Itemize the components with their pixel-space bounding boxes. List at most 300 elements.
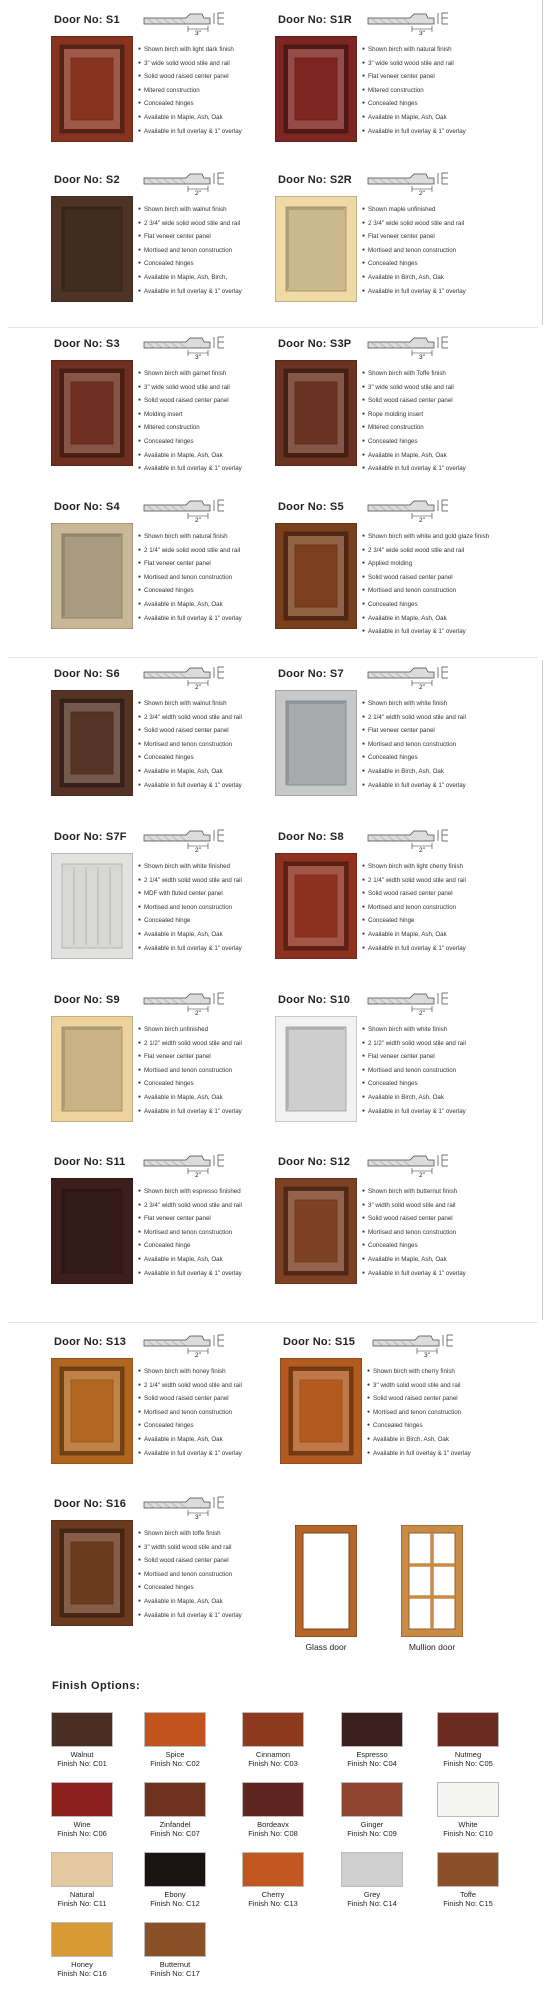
finish-code: Finish No: C06 [57, 1829, 107, 1838]
feature-item: ● Concealed hinges [362, 97, 528, 111]
feature-list [367, 1365, 533, 1460]
finish-swatch-bordeavx [241, 1782, 305, 1838]
feature-item: ● Solid wood raised center panel [138, 1554, 304, 1568]
finish-code: Finish No: C04 [347, 1759, 397, 1768]
glass-pane [303, 1533, 349, 1629]
dimension-label: 2" [195, 847, 201, 853]
feature-item: ● Shown birch with white finish [362, 1023, 528, 1037]
feature-item: ● Shown birch with white and gold glaze finish [362, 530, 528, 544]
finish-code: Finish No: C12 [150, 1899, 200, 1908]
feature-item: ● Concealed hinges [138, 584, 304, 598]
feature-item: ● Mortised and tenon construction [138, 244, 304, 258]
feature-item: ● 2 3/4" wide solid wood stile and rail [362, 544, 528, 558]
rail-profile-diagram [140, 497, 232, 523]
profile-section-shape [368, 668, 434, 678]
feature-item: ● Concealed hinges [138, 1419, 304, 1433]
profile-edge-detail [214, 1335, 224, 1346]
finish-code: Finish No: C09 [347, 1829, 397, 1838]
feature-item: ● Available in Maple, Ash, Oak [362, 449, 528, 463]
door-type-label: Mullion door [408, 1642, 456, 1652]
profile-edge-detail [438, 13, 448, 24]
finish-swatch-zinfandel [143, 1782, 207, 1838]
feature-item: ● Mortised and tenon construction [362, 738, 528, 752]
raised-center-panel [295, 58, 337, 120]
profile-section-shape [144, 338, 210, 348]
feature-item: ● Mortised and tenon construction [138, 901, 304, 915]
door-panel-image [51, 853, 133, 959]
finish-swatch-butternut [143, 1922, 207, 1978]
feature-item: ● Available in Maple, Ash, Oak [138, 1091, 304, 1105]
rail-profile-diagram [140, 10, 232, 36]
feature-item: ● 2 1/4" width solid wood stile and rail [138, 874, 304, 888]
profile-section-shape [144, 14, 210, 24]
dimension-label: 3" [195, 1514, 201, 1520]
door-card-s4 [48, 495, 298, 645]
finish-code: Finish No: C03 [248, 1759, 298, 1768]
finish-name: White [458, 1820, 478, 1829]
feature-list [138, 1527, 304, 1622]
door-panel-image [51, 523, 133, 629]
feature-list [362, 530, 528, 639]
door-title: Door No: S2R [278, 174, 352, 186]
dimension-label: 2" [195, 190, 201, 196]
feature-item: ● Available in full overlay & 1" overlay [138, 1447, 304, 1461]
feature-item: ● Concealed hinge [138, 1239, 304, 1253]
profile-section-shape [144, 1156, 210, 1166]
feature-item: ● Available in full overlay & 1" overlay [362, 625, 528, 639]
finish-code: Finish No: C13 [248, 1899, 298, 1908]
profile-edge-detail [443, 1335, 453, 1346]
finish-name: Bordeavx [257, 1820, 289, 1829]
feature-item: ● Mortised and tenon construction [367, 1406, 533, 1420]
finish-swatch-wine [50, 1782, 114, 1838]
rail-profile-diagram [364, 170, 456, 196]
profile-edge-detail [438, 337, 448, 348]
feature-item: ● Solid wood raised center panel [138, 1392, 304, 1406]
door-panel-image [275, 523, 357, 629]
feature-item: ● Available in full overlay & 1" overlay [362, 1105, 528, 1119]
finish-color-chip [437, 1712, 499, 1747]
rail-profile-diagram [140, 1152, 232, 1178]
feature-item: ● Available in Birch, Ash, Oak [362, 1091, 528, 1105]
door-title: Door No: S15 [283, 1336, 356, 1348]
page-edge-line [542, 0, 543, 325]
feature-item: ● Available in full overlay & 1" overlay [138, 779, 304, 793]
finish-color-chip [341, 1782, 403, 1817]
profile-section-shape [368, 14, 434, 24]
raised-center-panel [71, 1542, 113, 1604]
profile-edge-detail [214, 667, 224, 678]
feature-item: ● Concealed hinges [367, 1419, 533, 1433]
dimension-label: 2" [419, 1010, 425, 1016]
feature-item: ● Available in Maple, Ash, Oak [138, 111, 304, 125]
profile-edge-detail [214, 13, 224, 24]
flat-center-panel [286, 1027, 346, 1111]
raised-center-panel [295, 1200, 337, 1262]
door-card-s11 [48, 1150, 298, 1300]
flat-center-panel [62, 534, 122, 618]
feature-item: ● Available in Maple, Ash, Oak [138, 928, 304, 942]
feature-item: ● Molding insert [138, 408, 304, 422]
feature-item: ● Shown maple unfinished [362, 203, 528, 217]
rail-profile-diagram [364, 10, 456, 36]
feature-item: ● Available in full overlay & 1" overlay [362, 942, 528, 956]
raised-center-panel [295, 875, 337, 937]
feature-item: ● Solid wood raised center panel [362, 1212, 528, 1226]
feature-item: ● Flat veneer center panel [138, 1050, 304, 1064]
rail-profile-diagram [364, 827, 456, 853]
feature-item: ● Mitered construction [138, 84, 304, 98]
door-panel-image [275, 853, 357, 959]
finish-code: Finish No: C11 [57, 1899, 107, 1908]
door-card-s16 [48, 1492, 298, 1642]
profile-section-shape [144, 831, 210, 841]
feature-item: ● 3" wide solid wood stile and rail [138, 381, 304, 395]
door-title: Door No: S13 [54, 1336, 127, 1348]
finish-name: Honey [71, 1960, 93, 1969]
profile-edge-detail [438, 500, 448, 511]
finish-name: Cinnamon [255, 1750, 291, 1759]
door-card-s8 [272, 825, 522, 975]
dimension-label: 2" [419, 1172, 425, 1178]
feature-item: ● Shown birch with honey finish [138, 1365, 304, 1379]
finish-swatch-honey [50, 1922, 114, 1978]
feature-list [362, 203, 528, 298]
feature-list [362, 1185, 528, 1280]
profile-section-shape [368, 338, 434, 348]
feature-item: ● 3" width solid wood stile and rail [138, 1541, 304, 1555]
feature-item: ● Applied molding [362, 557, 528, 571]
feature-item: ● Shown birch with Toffe finish [362, 367, 528, 381]
door-title: Door No: S3P [278, 338, 352, 350]
feature-item: ● Available in full overlay & 1" overlay [362, 1267, 528, 1281]
dimension-label: 2" [419, 847, 425, 853]
door-card-s15 [277, 1330, 527, 1480]
raised-center-panel [71, 712, 113, 774]
feature-list [362, 860, 528, 955]
feature-item: ● Shown birch with white finish [362, 697, 528, 711]
finish-swatch-cinnamon [241, 1712, 305, 1768]
raised-center-panel [295, 545, 337, 607]
feature-item: ● Flat veneer center panel [362, 70, 528, 84]
feature-item: ● Available in full overlay & 1" overlay [138, 1267, 304, 1281]
door-panel-image [275, 36, 357, 142]
feature-item: ● Concealed hinge [362, 914, 528, 928]
rail-profile-diagram [369, 1332, 461, 1358]
feature-item: ● Mortised and tenon construction [362, 584, 528, 598]
door-title: Door No: S7 [278, 668, 344, 680]
finish-swatch-toffe [436, 1852, 500, 1908]
finish-color-chip [242, 1782, 304, 1817]
flat-center-panel [286, 207, 346, 291]
feature-item: ● Available in Maple, Ash, Oak [138, 449, 304, 463]
feature-item: ● Concealed hinges [138, 1581, 304, 1595]
feature-list [362, 43, 528, 138]
finish-name: Wine [73, 1820, 91, 1829]
feature-item: ● Mortised and tenon construction [362, 244, 528, 258]
feature-item: ● Available in full overlay & 1" overlay [362, 125, 528, 139]
feature-item: ● 2 3/4" width solid wood stile and rail [138, 1199, 304, 1213]
feature-item: ● Flat veneer center panel [138, 557, 304, 571]
feature-list [362, 1023, 528, 1118]
feature-item: ● 3" wide solid wood stile and rail [362, 57, 528, 71]
profile-edge-detail [438, 993, 448, 1004]
feature-item: ● Shown birch with toffe finish [138, 1527, 304, 1541]
door-card-s2r [272, 168, 522, 318]
feature-item: ● Mitered construction [362, 84, 528, 98]
feature-item: ● 2 1/2" width solid wood stile and rail [138, 1037, 304, 1051]
feature-list [362, 367, 528, 476]
feature-item: ● Solid wood raised center panel [362, 394, 528, 408]
feature-item: ● Available in Maple, Ash, Birch, [138, 271, 304, 285]
profile-section-shape [144, 501, 210, 511]
door-title: Door No: S9 [54, 994, 120, 1006]
profile-section-shape [144, 994, 210, 1004]
feature-item: ● Flat veneer center panel [138, 230, 304, 244]
door-title: Door No: S5 [278, 501, 344, 513]
feature-item: ● Shown birch with espresso finished [138, 1185, 304, 1199]
profile-section-shape [368, 994, 434, 1004]
rail-profile-diagram [140, 664, 232, 690]
finish-code: Finish No: C15 [443, 1899, 493, 1908]
feature-item: ● Concealed hinges [138, 751, 304, 765]
feature-item: ● Available in Maple, Ash, Oak [362, 1253, 528, 1267]
feature-item: ● Concealed hinges [138, 1077, 304, 1091]
rail-profile-diagram [140, 1494, 232, 1520]
door-card-s10 [272, 988, 522, 1138]
dimension-label: 3" [195, 30, 201, 36]
dimension-label: 3" [195, 354, 201, 360]
profile-section-shape [368, 1156, 434, 1166]
door-panel-image [51, 1178, 133, 1284]
page-edge-line [542, 660, 543, 1320]
door-panel-image [51, 1358, 133, 1464]
feature-item: ● Shown birch with walnut finish [138, 203, 304, 217]
door-card-s5 [272, 495, 522, 645]
feature-item: ● Solid wood raised center panel [138, 724, 304, 738]
feature-item: ● Available in Maple, Ash, Oak [138, 1433, 304, 1447]
feature-item: ● 2 3/4" width solid wood stile and rail [138, 711, 304, 725]
finish-color-chip [144, 1782, 206, 1817]
dimension-label: 2" [195, 517, 201, 523]
rail-profile-diagram [364, 990, 456, 1016]
feature-item: ● 2 1/2" width solid wood stile and rail [362, 1037, 528, 1051]
door-title: Door No: S2 [54, 174, 120, 186]
feature-item: ● 2 1/4" width solid wood stile and rail [362, 711, 528, 725]
door-card-s1r [272, 8, 522, 158]
door-title: Door No: S8 [278, 831, 344, 843]
door-panel-image [51, 36, 133, 142]
finish-code: Finish No: C01 [57, 1759, 107, 1768]
feature-item: ● Mitered construction [362, 421, 528, 435]
feature-item: ● Concealed hinges [362, 751, 528, 765]
feature-item: ● Shown birch with walnut finish [138, 697, 304, 711]
door-panel-image [51, 196, 133, 302]
feature-item: ● Available in full overlay & 1" overlay [138, 612, 304, 626]
feature-item: ● Flat veneer center panel [138, 1212, 304, 1226]
profile-section-shape [368, 174, 434, 184]
dimension-label: 2" [195, 1172, 201, 1178]
finish-name: Nutmeg [454, 1750, 482, 1759]
finish-code: Finish No: C08 [248, 1829, 298, 1838]
feature-item: ● Available in Maple, Ash, Oak [362, 612, 528, 626]
profile-edge-detail [214, 1155, 224, 1166]
feature-item: ● Available in full overlay & 1" overlay [362, 779, 528, 793]
feature-item: ● Mortised and tenon construction [362, 901, 528, 915]
rail-profile-diagram [364, 1152, 456, 1178]
mullion-door-image [401, 1525, 463, 1637]
feature-item: ● Mortised and tenon construction [138, 1064, 304, 1078]
fluted-center-panel [62, 864, 122, 948]
finish-color-chip [144, 1712, 206, 1747]
door-card-s9 [48, 988, 298, 1138]
feature-item: ● Available in Birch, Ash, Oak [362, 271, 528, 285]
door-title: Door No: S3 [54, 338, 120, 350]
feature-item: ● Flat veneer center panel [362, 1050, 528, 1064]
finish-color-chip [51, 1922, 113, 1957]
feature-item: ● Shown birch with natural finish [362, 43, 528, 57]
feature-item: ● Available in Birch, Ash, Oak [362, 765, 528, 779]
feature-item: ● 2 1/4" width solid wood stile and rail [138, 1379, 304, 1393]
feature-item: ● Available in Maple, Ash, Oak [138, 765, 304, 779]
section-divider [8, 327, 538, 328]
finish-name: Ebony [164, 1890, 186, 1899]
door-card-s3 [48, 332, 298, 482]
feature-item: ● Available in full overlay & 1" overlay [362, 462, 528, 476]
profile-edge-detail [214, 830, 224, 841]
feature-item: ● Concealed hinge [138, 914, 304, 928]
finish-code: Finish No: C16 [57, 1969, 107, 1978]
raised-center-panel [71, 58, 113, 120]
feature-item: ● 3" wide solid wood stile and rail [138, 57, 304, 71]
feature-item: ● Available in Maple, Ash, Oak [138, 1595, 304, 1609]
finish-code: Finish No: C05 [443, 1759, 493, 1768]
feature-item: ● Available in full overlay & 1" overlay [138, 125, 304, 139]
profile-section-shape [368, 501, 434, 511]
finish-code: Finish No: C17 [150, 1969, 200, 1978]
feature-item: ● Flat veneer center panel [362, 724, 528, 738]
profile-edge-detail [214, 1497, 224, 1508]
finish-color-chip [341, 1852, 403, 1887]
door-title: Door No: S10 [278, 994, 351, 1006]
profile-edge-detail [214, 993, 224, 1004]
dimension-label: 2" [419, 517, 425, 523]
feature-item: ● Available in full overlay & 1" overlay [138, 462, 304, 476]
finish-name: Toffe [459, 1890, 477, 1899]
door-panel-image [275, 1016, 357, 1122]
rail-profile-diagram [140, 334, 232, 360]
profile-edge-detail [438, 1155, 448, 1166]
feature-item: ● Mortised and tenon construction [138, 1568, 304, 1582]
finish-name: Natural [69, 1890, 95, 1899]
feature-item: ● Available in Birch, Ash, Oak [367, 1433, 533, 1447]
feature-item: ● Available in Maple, Ash, Oak [138, 1253, 304, 1267]
finish-name: Ginger [360, 1820, 384, 1829]
mullion-door [396, 1525, 468, 1652]
profile-edge-detail [438, 830, 448, 841]
feature-item: ● Concealed hinges [362, 598, 528, 612]
feature-item: ● Shown birch unfinished [138, 1023, 304, 1037]
section-divider [8, 657, 538, 658]
rail-profile-diagram [140, 170, 232, 196]
door-title: Door No: S7F [54, 831, 127, 843]
feature-item: ● 2 1/4" width solid wood stile and rail [362, 874, 528, 888]
feature-item: ● Concealed hinges [138, 435, 304, 449]
feature-item: ● 3" wide solid wood stile and rail [362, 381, 528, 395]
finish-code: Finish No: C14 [347, 1899, 397, 1908]
finish-swatch-ginger [340, 1782, 404, 1838]
door-card-s6 [48, 662, 298, 812]
feature-item: ● Mortised and tenon construction [362, 1064, 528, 1078]
rail-profile-diagram [364, 334, 456, 360]
feature-item: ● Solid wood raised center panel [138, 394, 304, 408]
door-title: Door No: S12 [278, 1156, 351, 1168]
feature-item: ● Shown birch with butternut finish [362, 1185, 528, 1199]
door-card-s13 [48, 1330, 298, 1480]
finish-name: Spice [165, 1750, 185, 1759]
raised-center-panel [71, 382, 113, 444]
door-card-s7f [48, 825, 298, 975]
flat-center-panel [62, 207, 122, 291]
finish-swatch-natural [50, 1852, 114, 1908]
door-title: Door No: S11 [54, 1156, 126, 1168]
feature-item: ● Rope molding insert [362, 408, 528, 422]
finish-name: Zinfandel [159, 1820, 191, 1829]
finish-color-chip [144, 1922, 206, 1957]
door-panel-image [275, 690, 357, 796]
finish-swatch-spice [143, 1712, 207, 1768]
finish-code: Finish No: C10 [443, 1829, 493, 1838]
profile-section-shape [144, 174, 210, 184]
dimension-label: 2" [195, 684, 201, 690]
flat-center-panel [286, 701, 346, 785]
feature-item: ● 3" width solid wood stile and rail [367, 1379, 533, 1393]
profile-section-shape [144, 1498, 210, 1508]
door-title: Door No: S6 [54, 668, 120, 680]
feature-item: ● Shown birch with white finished [138, 860, 304, 874]
finish-color-chip [51, 1712, 113, 1747]
dimension-label: 2" [195, 1010, 201, 1016]
door-title: Door No: S16 [54, 1498, 127, 1510]
feature-item: ● Shown birch with light cherry finish [362, 860, 528, 874]
door-title: Door No: S1R [278, 14, 352, 26]
rail-profile-diagram [364, 497, 456, 523]
feature-item: ● Solid wood raised center panel [138, 70, 304, 84]
finish-swatch-nutmeg [436, 1712, 500, 1768]
feature-item: ● Mitered construction [138, 421, 304, 435]
feature-list [362, 697, 528, 792]
raised-center-panel [300, 1380, 342, 1442]
finish-swatch-white [436, 1782, 500, 1838]
door-card-s12 [272, 1150, 522, 1300]
profile-edge-detail [214, 173, 224, 184]
feature-item: ● Available in Maple, Ash, Oak [362, 928, 528, 942]
rail-profile-diagram [140, 1332, 232, 1358]
profile-section-shape [144, 668, 210, 678]
finish-color-chip [341, 1712, 403, 1747]
door-card-s2 [48, 168, 298, 318]
door-panel-image [51, 360, 133, 466]
door-title: Door No: S1 [54, 14, 120, 26]
finish-name: Grey [363, 1890, 381, 1899]
finish-name: Espresso [356, 1750, 388, 1759]
dimension-label: 2" [419, 190, 425, 196]
door-panel-image [275, 360, 357, 466]
door-panel-image [51, 1520, 133, 1626]
dimension-label: 3" [419, 354, 425, 360]
flat-center-panel [62, 1027, 122, 1111]
feature-item: ● Available in full overlay & 1" overlay [367, 1447, 533, 1461]
